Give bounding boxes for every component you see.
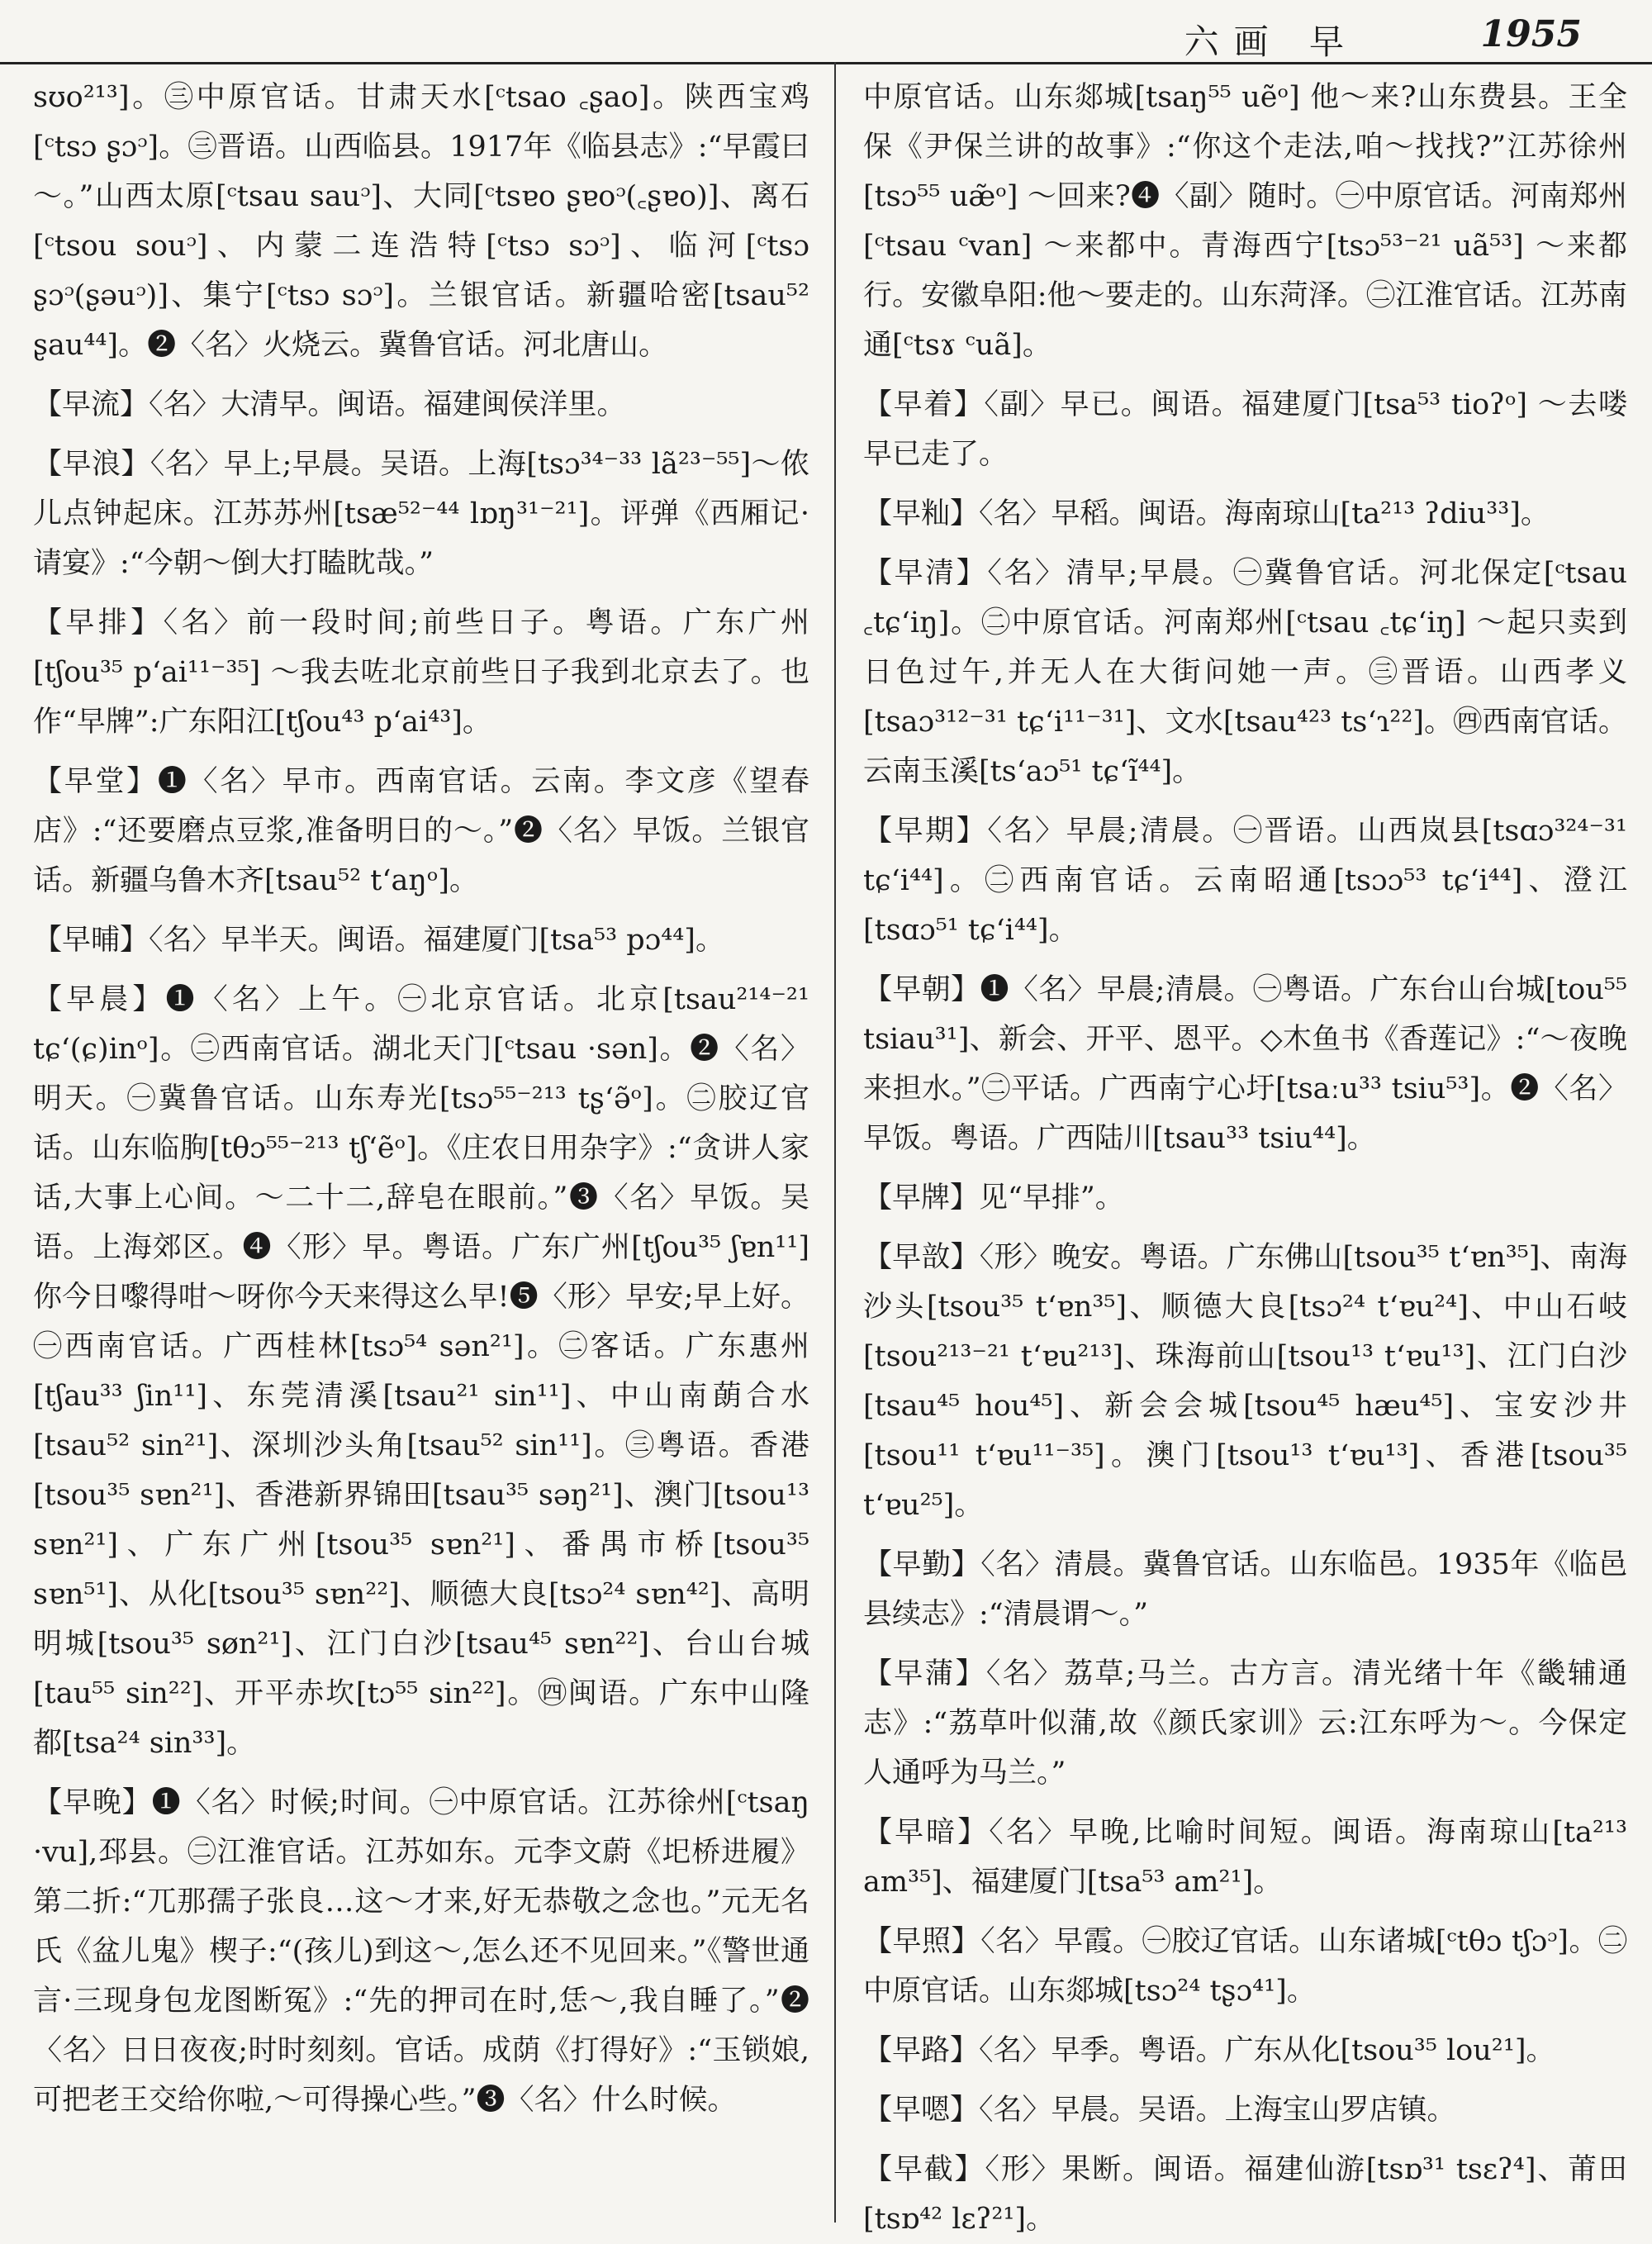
entry: 【早着】〈副〉早已。闽语。福建厦门[tsa⁵³ tioʔᵒ] ～去喽早已走了。 (863, 388, 1627, 471)
entry: 【早截】〈形〉果断。闽语。福建仙游[tsɒ³¹ tsɛʔ⁴]、莆田[tsɒ⁴² lɛʔ²¹]。 (863, 2153, 1627, 2236)
entry: 【早勤】〈名〉清晨。冀鲁官话。山东临邑。1935年《临邑县续志》:“清晨谓～。” (863, 1548, 1627, 1631)
column-divider (834, 62, 836, 2223)
entry: 【早路】〈名〉早季。粤语。广东从化[tsou³⁵ lou²¹]。 (863, 2034, 1555, 2067)
entry: 【早流】〈名〉大清早。闽语。福建闽侯洋里。 (33, 388, 626, 421)
entry: 【早晚】❶〈名〉时候;时间。㊀中原官话。江苏徐州[ᶜtsaŋ ·vu],邳县。㊁江淮官话。江苏如东。元李文蔚《圯桥进履》第二折:“兀那孺子张良…这～才来,好无恭敬之念也。”元无名氏《盆儿鬼》楔子:“(孩儿)到这～,怎么还不见回来。”《警世通言·三现身包龙图断冤》:“先的押司在时,恁～,我自睡了。”❷〈名〉日日夜夜;时时刻刻。官话。成荫《打得好》:“玉锁娘,可把老王交给你啦,～可得操心些。”❸〈名〉什么时候。 (33, 1786, 809, 2117)
entry: 【早排】〈名〉前一段时间;前些日子。粤语。广东广州[tʃou³⁵ pʻai¹¹⁻³⁵] ～我去咗北京前些日子我到北京去了。也作“早牌”:广东阳江[tʃou⁴³ pʻai⁴³]。 (33, 606, 809, 739)
entry: 【早暗】〈名〉早晚,比喻时间短。闽语。海南琼山[ta²¹³ am³⁵]、福建厦门[tsa⁵³ am²¹]。 (863, 1816, 1627, 1899)
entry: 【早堂】❶〈名〉早市。西南官话。云南。李文彦《望春店》:“还要磨点豆浆,准备明日的～。”❷〈名〉早饭。兰银官话。新疆乌鲁木齐[tsau⁵² tʻaŋᵒ]。 (33, 765, 809, 897)
entry: 【早牌】见“早排”。 (863, 1181, 1124, 1215)
entry: 【早蒲】〈名〉荔草;马兰。古方言。清光绪十年《畿辅通志》:“荔草叶似蒲,故《颜氏家训》云:江东呼为～。今保定人通呼为马兰。” (863, 1657, 1627, 1790)
entry: 【早朝】❶〈名〉早晨;清晨。㊀粤语。广东台山台城[tou⁵⁵ tsiau³¹]、新会、开平、恩平。◇木鱼书《香莲记》:“～夜晚来担水。”㊁平话。广西南宁心圩[tsaːu³³ tsiu⁵³]。❷〈名〉早饭。粤语。广西陆川[tsau³³ tsiu⁴⁴]。 (863, 973, 1627, 1155)
entry: 【早清】〈名〉清早;早晨。㊀冀鲁官话。河北保定[ᶜtsau ꜀tɕʻiŋ]。㊁中原官话。河南郑州[ᶜtsau ꜀tɕʻiŋ] ～起只卖到日色过午,并无人在大街问她一声。㊂晋语。山西孝义[tsaɔ³¹²⁻³¹ tɕʻi¹¹⁻³¹]、文水[tsau⁴²³ tsʻɿ²²]。㊃西南官话。云南玉溪[tsʻaɔ⁵¹ tɕʻĩ⁴⁴]。 (863, 557, 1627, 788)
entry: 【早晨】❶〈名〉上午。㊀北京官话。北京[tsau²¹⁴⁻²¹ tɕʻ(ɕ)inᵒ]。㊁西南官话。湖北天门[ᶜtsau ·sən]。❷〈名〉明天。㊀冀鲁官话。山东寿光[tsɔ⁵⁵⁻²¹³ tʂʻə̃ᵒ]。㊁胶辽官话。山东临朐[tθɔ⁵⁵⁻²¹³ tʃʻẽᵒ]。《庄农日用杂字》:“贪讲人家话,大事上心间。～二十二,辞皂在眼前。”❸〈名〉早饭。吴语。上海郊区。❹〈形〉早。粤语。广东广州[tʃou³⁵ ʃɐn¹¹] 你今日嚟得咁～呀你今天来得这么早!❺〈形〉早安;早上好。㊀西南官话。广西桂林[tsɔ⁵⁴ sən²¹]。㊁客话。广东惠州[tʃau³³ ʃin¹¹]、东莞清溪[tsau²¹ sin¹¹]、中山南蓢合水[tsau⁵² sin²¹]、深圳沙头角[tsau⁵² sin¹¹]。㊂粤语。香港[tsou³⁵ sɐn²¹]、香港新界锦田[tsau³⁵ səŋ²¹]、澳门[tsou¹³ sɐn²¹]、广东广州[tsou³⁵ sɐn²¹]、番禺市桥[tsou³⁵ sɐn⁵¹]、从化[tsou³⁵ sɐn²²]、顺德大良[tsɔ²⁴ sɐn⁴²]、高明明城[tsou³⁵ søn²¹]、江门白沙[tsau⁴⁵ sɐn²²]、台山台城[tau⁵⁵ sin²²]、开平赤坎[tɔ⁵⁵ sin²²]。㊃闽语。广东中山隆都[tsa²⁴ sin³³]。 (33, 983, 809, 1760)
section-label: 六画 早 (1184, 21, 1359, 62)
entry: 【早期】〈名〉早晨;清晨。㊀晋语。山西岚县[tsɑɔ³²⁴⁻³¹ tɕʻi⁴⁴]。㊁西南官话。云南昭通[tsɔɔ⁵³ tɕʻi⁴⁴]、澄江[tsɑɔ⁵¹ tɕʻi⁴⁴]。 (863, 815, 1627, 947)
entry: 【早敨】〈形〉晚安。粤语。广东佛山[tsou³⁵ tʻɐn³⁵]、南海沙头[tsou³⁵ tʻɐn³⁵]、顺德大良[tsɔ²⁴ tʻɐu²⁴]、中山石岐[tsou²¹³⁻²¹ tʻɐu²¹³]、珠海前山[tsou¹³ tʻɐu¹³]、江门白沙[tsau⁴⁵ hou⁴⁵]、新会会城[tsou⁴⁵ hæu⁴⁵]、宝安沙井[tsou¹¹ tʻɐu¹¹⁻³⁵]。澳门[tsou¹³ tʻɐu¹³]、香港[tsou³⁵ tʻɐu²⁵]。 (863, 1241, 1627, 1522)
left-column (33, 73, 809, 2214)
entry: 【早照】〈名〉早霞。㊀胶辽官话。山东诸城[ᶜtθɔ tʃɔᵓ]。㊁中原官话。山东郯城[tsɔ²⁴ tʂɔ⁴¹]。 (863, 1925, 1627, 2008)
entry: 【早嗯】〈名〉早晨。吴语。上海宝山罗店镇。 (863, 2094, 1456, 2127)
entry: 【早浪】〈名〉早上;早晨。吴语。上海[tsɔ³⁴⁻³³ lã²³⁻⁵⁵]～侬儿点钟起床。江苏苏州[tsæ⁵²⁻⁴⁴ lɒŋ³¹⁻²¹]。评弹《西厢记·请宴》:“今朝～倒大打瞌眈哉。” (33, 448, 809, 580)
right-column (863, 73, 1627, 2236)
page-number: 1955 (1480, 13, 1582, 55)
entry: 【早籼】〈名〉早稻。闽语。海南琼山[ta²¹³ ʔdiu³³]。 (863, 497, 1550, 530)
entry: 【早晡】〈名〉早半天。闽语。福建厦门[tsa⁵³ pɔ⁴⁴]。 (33, 924, 724, 957)
page-header (0, 0, 1652, 64)
entry: 中原官话。山东郯城[tsaŋ⁵⁵ uẽᵒ] 他～来?山东费县。王全保《尹保兰讲的故事》:“你这个走法,咱～找找?”江苏徐州[tsɔ⁵⁵ uæ̃ᵒ] ～回来?❹〈副〉随时。㊀中原官话。河南郑州[ᶜtsau ᶜvan] ～来都中。青海西宁[tsɔ⁵³⁻²¹ uã⁵³] ～来都行。安徽阜阳:他～要走的。山东菏泽。㊁江淮官话。江苏南通[ᶜtsɤ ᶜuã]。 (863, 81, 1627, 362)
entry: sʊo²¹³]。㊂中原官话。甘肃天水[ᶜtsao ꜀ʂao]。陕西宝鸡[ᶜtsɔ ʂɔᵓ]。㊂晋语。山西临县。1917年《临县志》:“早霞曰～。”山西太原[ᶜtsau sauᵓ]、大同[ᶜtsɐo ʂɐoᵓ(꜀ʂɐo)]、离石[ᶜtsou souᵓ]、内蒙二连浩特[ᶜtsɔ sɔᵓ]、临河[ᶜtsɔ ʂɔᵓ(ʂəuᵓ)]、集宁[ᶜtsɔ sɔᵓ]。兰银官话。新疆哈密[tsau⁵² ʂau⁴⁴]。❷〈名〉火烧云。冀鲁官话。河北唐山。 (33, 81, 809, 362)
